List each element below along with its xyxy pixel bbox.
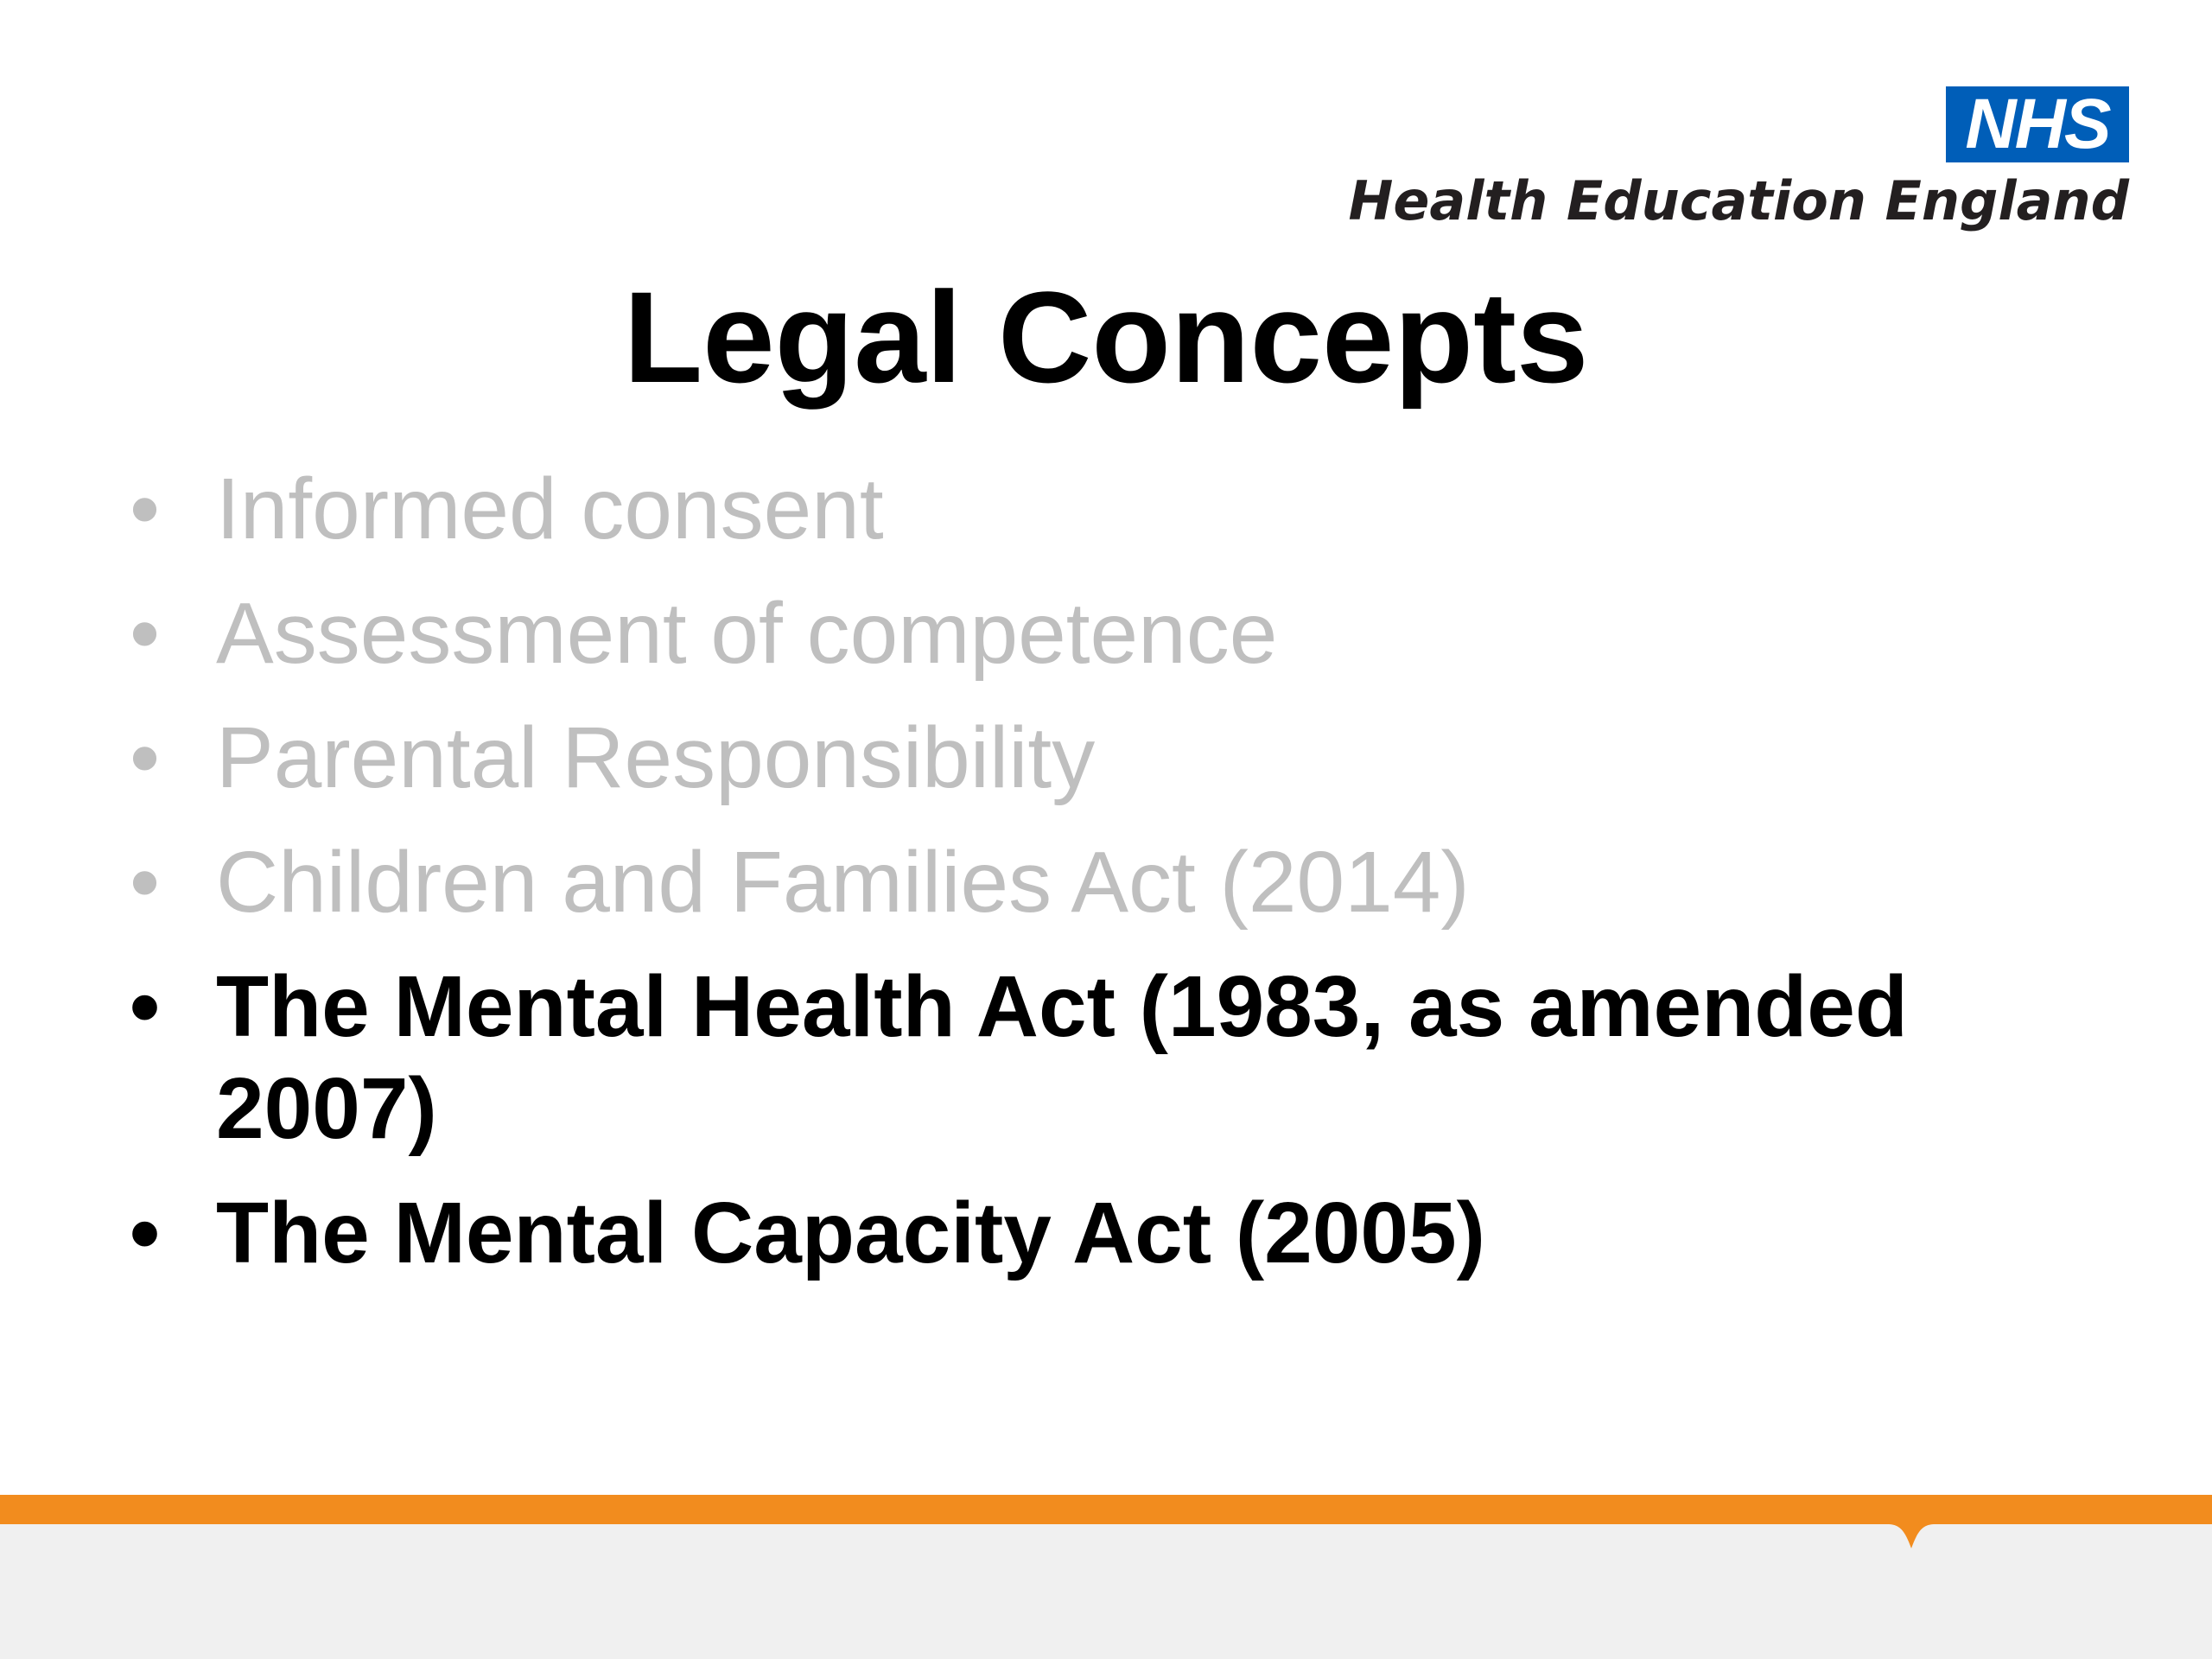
bullet-item [130, 956, 2074, 1160]
bullet-text: Parental Responsibility [216, 709, 1096, 806]
bullet-text: The Mental Health Act (1983, as amended 2007) [216, 958, 1909, 1157]
bullet-item [130, 582, 2074, 684]
organisation-name: Health Education England [1348, 169, 2129, 232]
slide-title: Legal Concepts [623, 264, 1589, 410]
nhs-logo-box [1946, 86, 2129, 162]
bullet-text: The Mental Capacity Act (2005) [216, 1185, 1485, 1281]
bullet-item [130, 707, 2074, 809]
nhs-hee-logo [1348, 85, 2129, 242]
bullet-marker: • [130, 958, 161, 1055]
bullet-marker: • [130, 709, 161, 806]
bullet-text: Assessment of competence [216, 585, 1278, 682]
bullet-item [130, 458, 2074, 560]
bullet-marker: • [130, 1185, 161, 1281]
bullet-marker: • [130, 585, 161, 682]
bullet-list [130, 458, 2074, 1306]
bullet-marker: • [130, 461, 161, 557]
bullet-text: Informed consent [216, 461, 884, 557]
nhs-logo-text: NHS [1965, 85, 2110, 163]
bullet-text: Children and Families Act (2014) [216, 834, 1470, 931]
bullet-item [130, 831, 2074, 933]
bullet-item [130, 1182, 2074, 1284]
bullet-marker: • [130, 834, 161, 931]
footer-band [0, 1495, 2212, 1659]
